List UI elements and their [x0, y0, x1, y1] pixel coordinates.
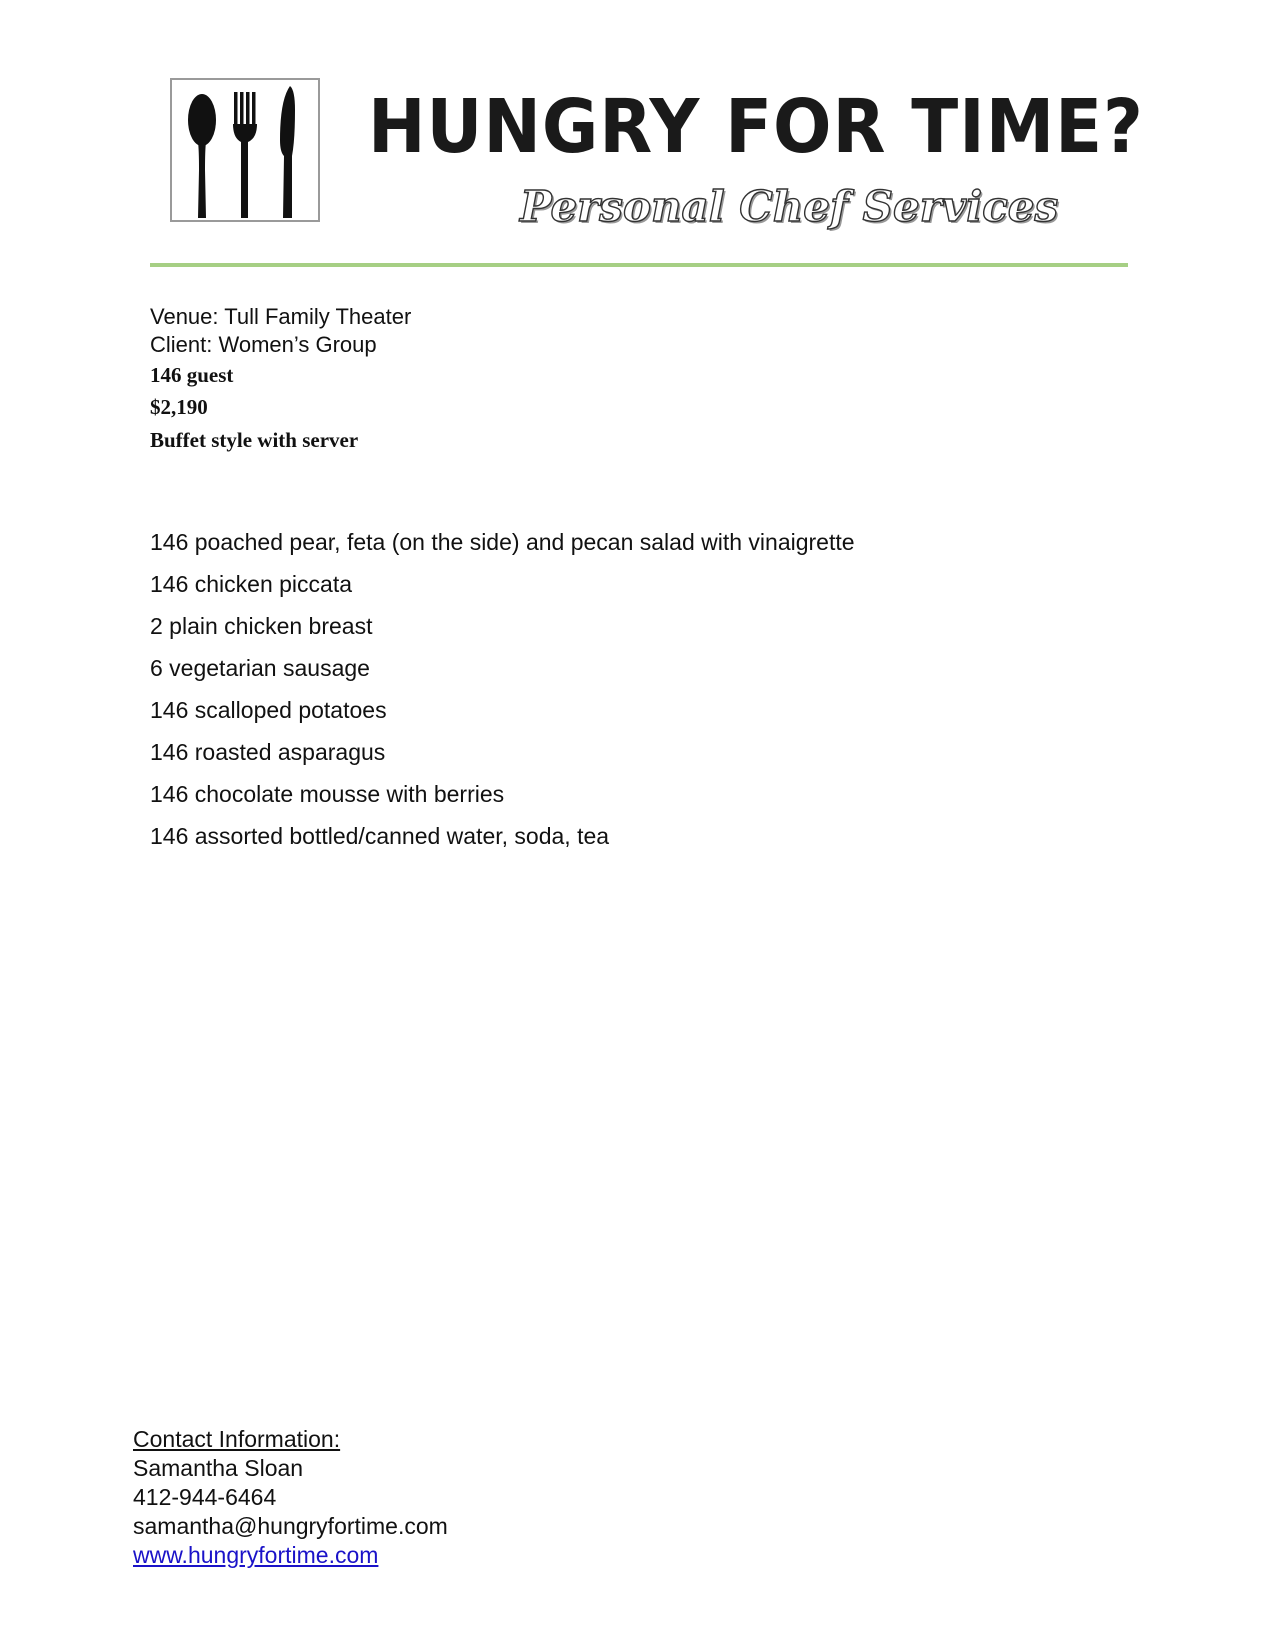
- letterhead: [150, 70, 1144, 270]
- menu-item: 2 plain chicken breast: [150, 613, 373, 639]
- menu-item: 146 chicken piccata: [150, 571, 353, 597]
- spoon-fork-knife-icon: [172, 80, 318, 220]
- client: Client: Women’s Group: [150, 332, 377, 357]
- menu-item: 6 vegetarian sausage: [150, 655, 370, 681]
- header-divider: [150, 263, 1128, 267]
- contact-name: Samantha Sloan: [133, 1455, 304, 1481]
- menu-item: 146 chocolate mousse with berries: [150, 781, 505, 807]
- contact-block: [133, 1425, 448, 1570]
- website-link[interactable]: www.hungryfortime.com: [133, 1542, 379, 1568]
- logo: [170, 78, 320, 222]
- menu-list: [150, 528, 855, 864]
- brand-subtitle: Personal Chef Services: [520, 182, 1059, 231]
- menu-item: 146 roasted asparagus: [150, 739, 386, 765]
- event-details: [150, 303, 850, 457]
- contact-phone: 412-944-6464: [133, 1484, 277, 1510]
- guest-count: 146 guest: [150, 363, 234, 387]
- contact-email: samantha@hungryfortime.com: [133, 1513, 448, 1539]
- price: $2,190: [150, 395, 208, 419]
- menu-item: 146 scalloped potatoes: [150, 697, 387, 723]
- menu-item: 146 poached pear, feta (on the side) and pecan salad with vinaigrette: [150, 529, 855, 555]
- venue: Venue: Tull Family Theater: [150, 304, 412, 329]
- service-style: Buffet style with server: [150, 428, 359, 452]
- menu-item: 146 assorted bottled/canned water, soda, tea: [150, 823, 610, 849]
- brand-title: HUNGRY FOR TIME?: [368, 84, 1144, 170]
- contact-heading: Contact Information:: [133, 1426, 341, 1452]
